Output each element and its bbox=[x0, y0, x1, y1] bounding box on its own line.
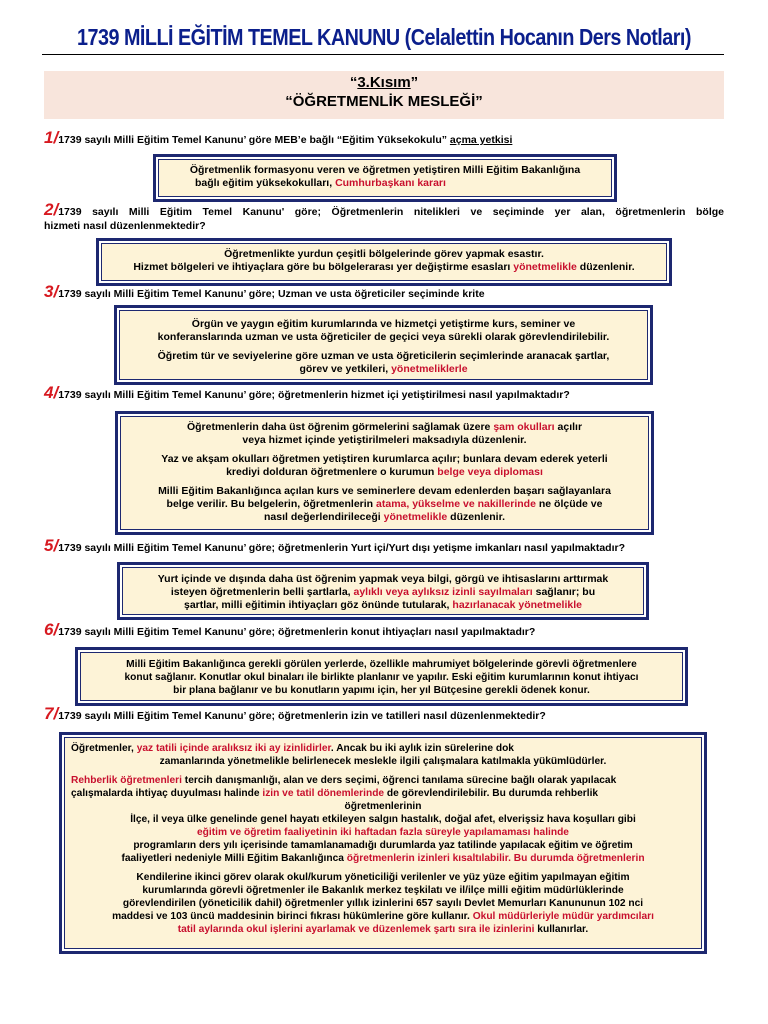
question-number: 1/ bbox=[44, 128, 59, 147]
question-2: 2/1739 sayılı Milli Eğitim Temel Kanunu' göre; Öğretmenlerin nitelikleri ve seçiminde yer alan, öğretmenlerin bölge hizmeti nasıl düzenlenmektedir? bbox=[44, 200, 724, 232]
page-title: 1739 MİLLİ EĞİTİM TEMEL KANUNU (Celalettin Hocanın Ders Notları) bbox=[77, 24, 691, 50]
title-divider bbox=[42, 54, 724, 55]
answer-box-1: Öğretmenlik formasyonu veren ve öğretmen yetiştiren Milli Eğitim Bakanlığına bağlı eğitim yüksekokulları, Cumhurbaşkanı kararı bbox=[158, 159, 612, 197]
answer-box-4: Öğretmenlerin daha üst öğrenim görmelerini sağlamak üzere şam okulları açılır veya hizmet içinde yetiştirilmeleri maksadıyla düzenlenir. Yaz ve akşam okulları öğretmen yetiştiren kurumlarca açılır; bunlara devam ederek yeterli krediyi dolduran öğretmenlere o kurumun belge veya diploması Milli Eğitim Bakanlığınca açılan kurs ve seminerlere devam edenlerden başarı sağlayanlara belge verilir. Bu belgelerin, öğretmenlerin atama, yükselme ve nakillerinde ne ölçüde ve nasıl değerlendirileceği yönetmelikle düzenlenir. bbox=[120, 416, 649, 530]
answer-box-3: Örgün ve yaygın eğitim kurumlarında ve hizmetçi yetiştirme kurs, seminer ve konferanslarında uzman ve usta öğreticiler de geçici veya sürekli olarak görevlendirilebilir. Öğretim tür ve seviyelerine göre uzman ve usta öğreticilerin seçimlerinde aranacak şartlar, görev ve yetkileri, yönetmeliklerle bbox=[119, 310, 648, 380]
answer-box-6: Milli Eğitim Bakanlığınca gerekli görülen yerlerde, özellikle mahrumiyet bölgelerinde görevli öğretmenlere konut sağlanır. Konutlar okul binaları ile birlikte planlanır ve yapılır. Eski eğitim kurumlarının konut ihtiyacı bir plana bağlanır ve bu konutların yapımı için, her yıl Bütçesine gerekli ödenek konur. bbox=[80, 652, 683, 701]
answer-box-2: Öğretmenlikte yurdun çeşitli bölgelerinde görev yapmak esastır. Hizmet bölgeleri ve ihtiyaçlara göre bu bölgelerarası yer değiştirme esasları yönetmelikle düzenlenir. bbox=[101, 243, 667, 281]
section-number: “3.Kısım” bbox=[349, 74, 419, 91]
section-header bbox=[44, 71, 724, 119]
question-7: 7/1739 sayılı Milli Eğitim Temel Kanunu’ göre; öğretmenlerin izin ve tatilleri nasıl düzenlenmektedir? bbox=[44, 704, 546, 723]
section-name: “ÖĞRETMENLİK MESLEĞİ” bbox=[285, 93, 483, 110]
question-3: 3/1739 sayılı Milli Eğitim Temel Kanunu’ göre; Uzman ve usta öğreticiler seçiminde krite bbox=[44, 282, 485, 301]
answer-box-7: Öğretmenler, yaz tatili içinde aralıksız iki ay izinlidirler. Ancak bu iki aylık izin sürelerine dok zamanlarında yönetmelikle belirlenecek meslekle ilgili çalışmalara katılmakla yükümlüdürler. Rehberlik öğretmenleri tercih danışmanlığı, alan ve ders seçimi, öğrenci tanılama sürecine bağlı olarak yapılacak çalışmalarda ihtiyaç duyulması halinde izin ve tatil dönemlerinde de görevlendirilebilir. Bu durumda rehberlik öğretmenlerinin İlçe, il veya ülke genelinde genel hayatı etkileyen salgın hastalık, doğal afet, elverişsiz hava koşulları gibi eğitim ve öğretim faaliyetinin iki haftadan fazla süreyle yapılamaması halinde programların ders yılı içerisinde tamamlanamadığı durumlarda yaz tatilinde yapılacak eğitim ve öğretim faaliyetleri nedeniyle Milli Eğitim Bakanlığınca öğretmenlerin izinleri kısaltılabilir. Bu durumda öğretmenlerin Kendilerine ikinci görev olarak okul/kurum yöneticiliği verilenler ve yüz yüze eğitim yapılmayan eğitim kurumlarında görevli öğretmenler ile Bakanlık merkez teşkilatı ve il/ilçe milli eğitim müdürlüklerinde görevlendirilen (yöneticilik dahil) öğretmenler yıllık izinlerini 657 sayılı Devlet Memurları Kanununun 102 nci maddesi ve 103 üncü maddesinin birinci fıkrası hükümlerine göre kullanır. Okul müdürleriyle müdür yardımcıları tatil aylarında okul işlerini ayarlamak ve düzenlemek şartı sıra ile izinlerini kullanırlar. bbox=[64, 737, 702, 949]
question-6: 6/1739 sayılı Milli Eğitim Temel Kanunu’ göre; öğretmenlerin konut ihtiyaçları nasıl yapılmaktadır? bbox=[44, 620, 536, 639]
question-4: 4/1739 sayılı Milli Eğitim Temel Kanunu’ göre; öğretmenlerin hizmet içi yetiştirilmesi nasıl yapılmaktadır? bbox=[44, 383, 570, 402]
answer-box-5: Yurt içinde ve dışında daha üst öğrenim yapmak veya bilgi, görgü ve ihtisaslarını arttırmak isteyen öğretmenlerin belli şartlarla, aylıklı veya aylıksız izinli sayılmaları sağlanır; bu şartlar, milli eğitimin ihtiyaçları göz önünde tutularak, hazırlanacak yönetmelikle bbox=[122, 567, 644, 615]
question-1: 1/1739 sayılı Milli Eğitim Temel Kanunu’ göre MEB’e bağlı “Eğitim Yüksekokulu” açma yetkisi bbox=[44, 128, 513, 147]
question-5: 5/1739 sayılı Milli Eğitim Temel Kanunu’ göre; öğretmenlerin Yurt içi/Yurt dışı yetişme imkanları nasıl yapılmaktadır? bbox=[44, 536, 625, 555]
